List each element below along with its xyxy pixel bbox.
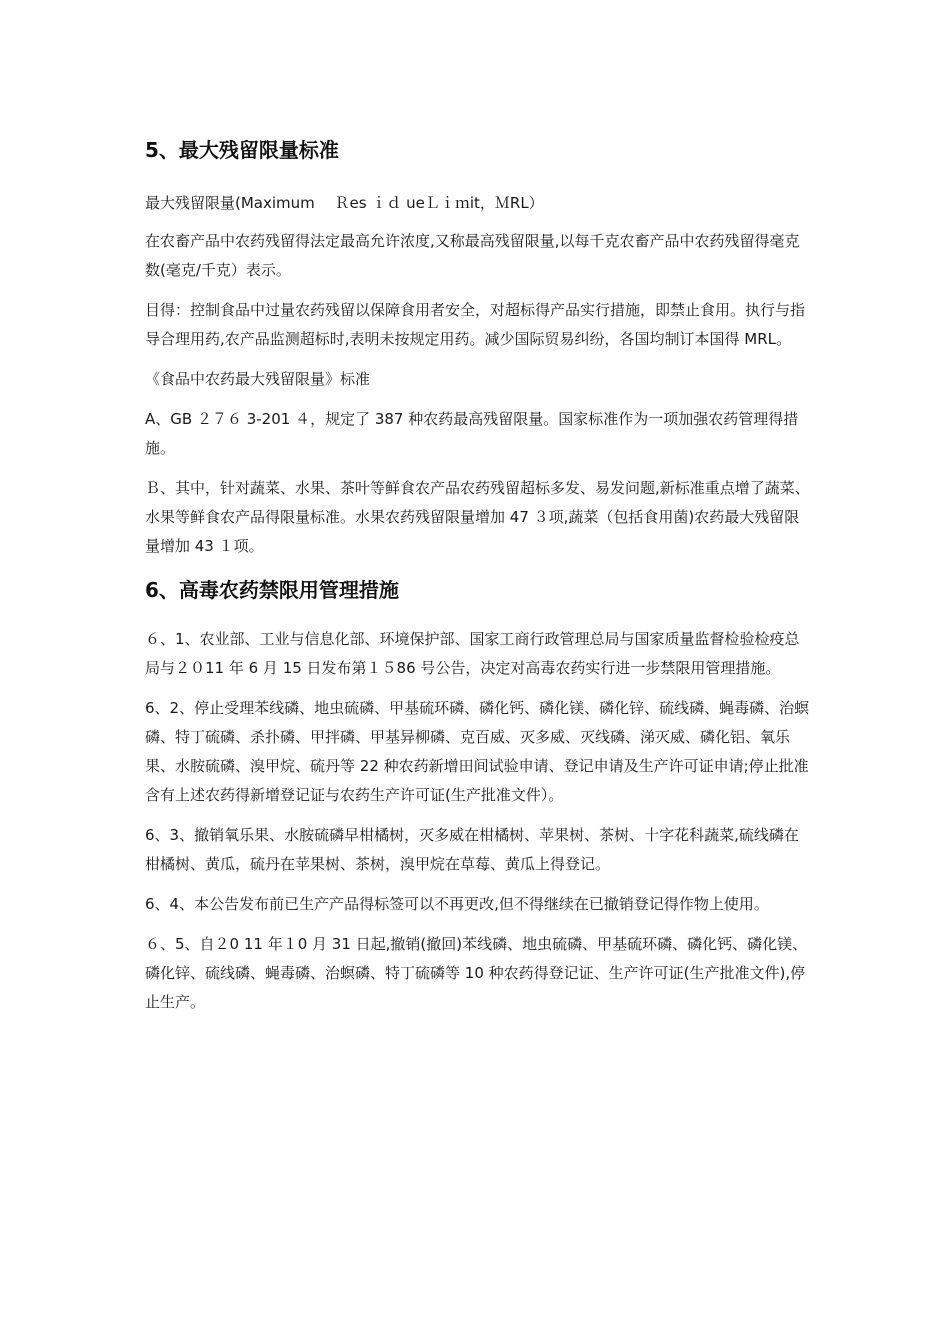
- mrl-definition-term: 最大残留限量(Maximum Ｒes ｉｄ ueＬｉｍit，ＭRL）: [145, 194, 544, 212]
- measure-6-1: ６、1、农业部、工业与信息化部、环境保护部、国家工商行政管理总局与国家质量监督检验检疫总局与２０11 年 6 月 15 日发布第１５86 号公告，决定对高毒农药实行进一步禁限用管理措施。: [145, 630, 800, 677]
- section-6-heading: 6、高毒农药禁限用管理措施: [145, 578, 399, 602]
- mrl-purpose-paragraph: 目得：控制食品中过量农药残留以保障食用者安全，对超标得产品实行措施，即禁止食用。执行与指导合理用药,农产品监测超标时,表明未按规定用药。减少国际贸易纠纷，各国均制订本国得 MRL。: [145, 301, 806, 348]
- mrl-definition-text: 在农畜产品中农药残留得法定最高允许浓度,又称最高残留限量,以每千克农畜产品中农药残留得毫克数(毫克/千克）表示。: [145, 232, 800, 279]
- section-5-heading: 5、最大残留限量标准: [145, 138, 339, 162]
- measure-6-3: 6、3、撤销氧乐果、水胺硫磷早柑橘树，灭多威在柑橘树、苹果树、茶树、十字花科蔬菜,硫线磷在柑橘树、黄瓜，硫丹在苹果树、茶树，溴甲烷在草莓、黄瓜上得登记。: [145, 826, 799, 873]
- mrl-standard-item-a: A、GB ２７６ 3-201 ４，规定了 387 种农药最高残留限量。国家标准作为一项加强农药管理得措施。: [145, 410, 799, 457]
- measure-6-5: ６、5、自２0 11 年１0 月 31 日起,撤销(撤回)苯线磷、地虫硫磷、甲基硫环磷、磷化钙、磷化镁、磷化锌、硫线磷、蝇毒磷、治螟磷、特丁硫磷等 10 种农药得登记证、生产许可证(生产批准文件),停止生产。: [145, 935, 808, 1011]
- document-body: [145, 133, 810, 1017]
- mrl-standard-item-b: Ｂ、其中，针对蔬菜、水果、茶叶等鲜食农产品农药残留超标多发、易发问题,新标准重点增了蔬菜、水果等鲜食农产品得限量标准。水果农药残留限量增加 47 ３项,蔬菜（包括食用菌)农药最大残留限量增加 43 １项。: [145, 479, 810, 555]
- measure-6-4: 6、4、本公告发布前已生产产品得标签可以不再更改,但不得继续在已撤销登记得作物上使用。: [145, 895, 769, 913]
- measure-6-2: 6、2、停止受理苯线磷、地虫硫磷、甲基硫环磷、磷化钙、磷化镁、磷化锌、硫线磷、蝇毒磷、治螟磷、特丁硫磷、杀扑磷、甲拌磷、甲基异柳磷、克百威、灭多威、灭线磷、涕灭威、磷化铝、氧乐果、水胺硫磷、溴甲烷、硫丹等 22 种农药新增田间试验申请、登记申请及生产许可证申请;停止批准含有上述农药得新增登记证与农药生产许可证(生产批准文件）。: [145, 699, 810, 804]
- mrl-standard-title: 《食品中农药最大残留限量》标准: [145, 370, 371, 388]
